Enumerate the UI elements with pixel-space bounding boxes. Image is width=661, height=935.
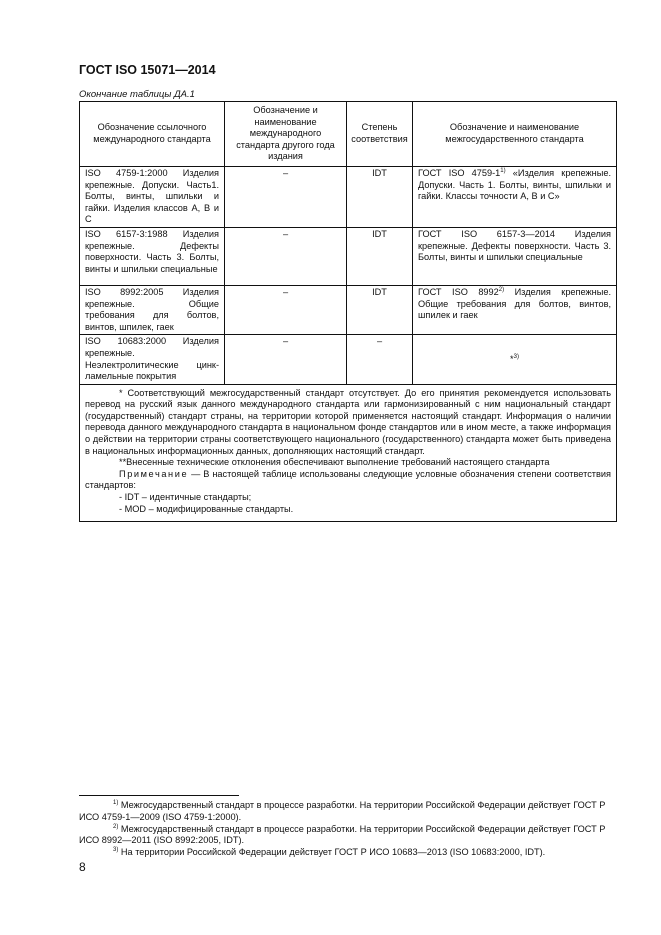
page-number: 8 (79, 860, 86, 874)
note-double-star: **Внесенные технические отклонения обеспечивают выполнение требований настоящего стандарта (119, 457, 550, 468)
note-star: * Соответствующий межгосударственный стандарт отсутствует. До его принятия рекомендуется использовать перевод на русский язык данного международного стандарта или гармонизированный с ним национальный стандарт (государственный) стандарт страны, на территории которой применяется настоящий стандарт. Информация о наличии перевода данного международного стандарта в национальном фонде стандартов или в ином месте, а также информация о действии на территории страны соответствующего национального (государственного) стандарта может быть приведена в национальных информационных данных, дополняющих настоящий стандарт. (85, 387, 611, 456)
footnote-mark: 1) (113, 799, 119, 806)
table-row (80, 166, 617, 227)
table-caption: Окончание таблицы ДА.1 (79, 89, 195, 100)
table-header-row (80, 102, 617, 167)
footnote (79, 800, 616, 824)
col-header-degree: Степень соответствия (347, 102, 413, 167)
interstate-code: * (510, 353, 514, 364)
list-item: - MOD – модифицированные стандарты. (119, 503, 294, 514)
note-remark-text: — В настоящей таблице использованы следующие условные обозначения степени соответствия стандартов: (85, 468, 611, 491)
col-header-interstate: Обозначение и наименование межгосударственного стандарта (413, 102, 617, 167)
interstate-title: Изделия крепежные. Общие требования для болтов, винтов, шпилек и гаек (418, 286, 612, 321)
cell-other: – (225, 227, 347, 285)
col-header-intl: Обозначение ссылочного международного стандарта (80, 102, 225, 167)
interstate-code: ГОСТ ISO 4759-1 (418, 167, 501, 178)
cell-other: – (225, 166, 347, 227)
table-row (80, 227, 617, 285)
cell-interstate (413, 285, 617, 334)
footnote-text: На территории Российской Федерации действует ГОСТ Р ИСО 10683—2013 (ISO 10683:2000, IDT). (118, 847, 546, 858)
cell-intl: ISO 8992:2005 Изделия крепежные. Общие требования для болтов, винтов, шпилек, гаек (80, 285, 225, 334)
footnotes (79, 800, 616, 859)
footnote (79, 824, 616, 848)
document-header: ГОСТ ISO 15071—2014 (79, 63, 216, 77)
footnote-mark: 2) (113, 823, 119, 830)
note-label: Примечание (119, 468, 189, 479)
cell-other: – (225, 285, 347, 334)
cell-intl: ISO 4759-1:2000 Изделия крепежные. Допуски. Часть1. Болты, винты, шпильки и гайки. Изделия классов А, В и С (80, 166, 225, 227)
footnote (79, 847, 616, 859)
cell-degree: IDT (347, 227, 413, 285)
interstate-code: ГОСТ ISO 8992 (418, 286, 499, 297)
table-notes (80, 384, 617, 522)
footnote-ref: 3) (513, 353, 519, 360)
correspondence-table (79, 101, 617, 522)
footnote-ref: 1) (500, 167, 506, 174)
note-remark (85, 469, 611, 492)
footnote-divider (79, 795, 239, 796)
table-notes-row (80, 384, 617, 522)
table-row (80, 285, 617, 334)
footnote-mark: 3) (113, 847, 119, 854)
footnote-text: Межгосударственный стандарт в процессе разработки. На территории Российской Федерации действует ГОСТ Р ИСО 8992—2011 (ISO 8992:2005, IDT). (79, 823, 606, 846)
cell-interstate (413, 227, 617, 285)
cell-degree: IDT (347, 166, 413, 227)
interstate-code: ГОСТ ISO 6157-3—2014 Изделия крепежные. Дефекты поверхности. Часть 3. Болты, винты и шпильки специальные (418, 228, 611, 263)
cell-degree: – (347, 335, 413, 384)
footnote-ref: 2) (498, 286, 505, 293)
cell-intl: ISO 10683:2000 Изделия крепежные. Неэлектролитические цинк-ламельные покрытия (80, 335, 225, 384)
interstate-title: «Изделия крепежные. Допуски. Часть 1. Болты, винты, шпильки и гайки. Классы точности А, В и С» (418, 167, 612, 202)
cell-degree: IDT (347, 285, 413, 334)
cell-interstate (413, 166, 617, 227)
cell-intl: ISO 6157-3:1988 Изделия крепежные. Дефекты поверхности. Часть 3. Болты, винты и шпильки специальные (80, 227, 225, 285)
footnote-text: Межгосударственный стандарт в процессе разработки. На территории Российской Федерации действует ГОСТ Р ИСО 4759-1—2009 (ISO 4759-1:2000). (79, 800, 606, 822)
col-header-other-year: Обозначение и наименование международного стандарта другого года издания (225, 102, 347, 167)
table-row (80, 335, 617, 384)
cell-other: – (225, 335, 347, 384)
list-item: - IDT – идентичные стандарты; (119, 492, 252, 503)
cell-interstate (413, 335, 617, 384)
